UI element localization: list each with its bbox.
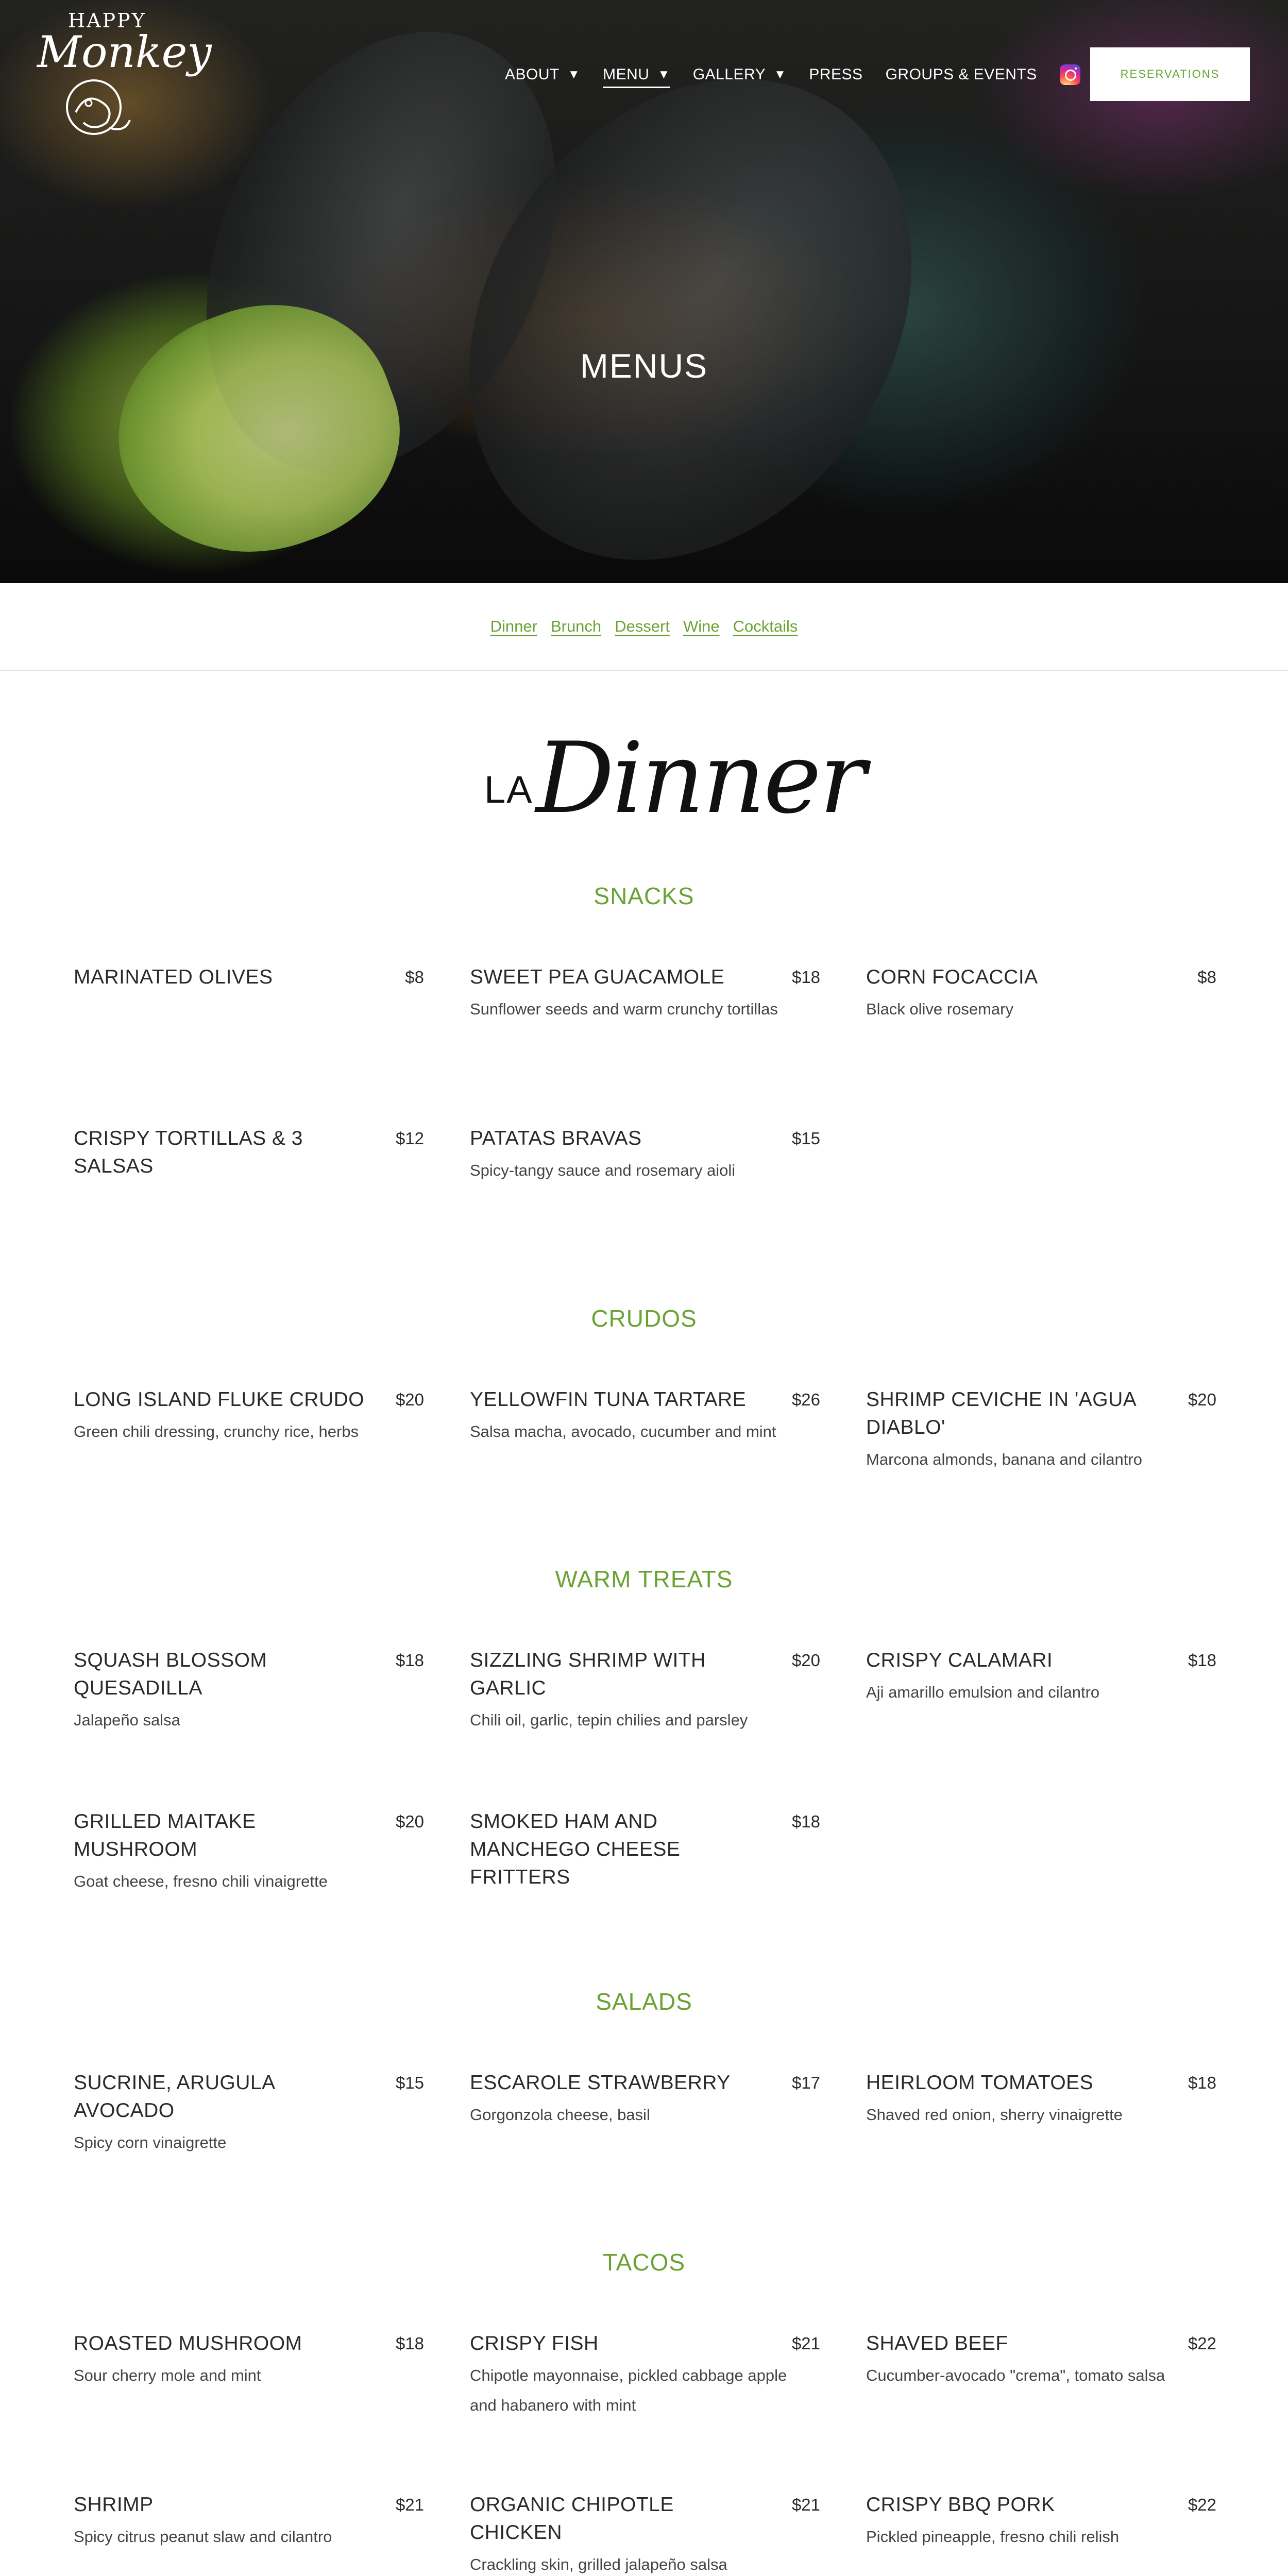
item-name: SHRIMP bbox=[74, 2494, 154, 2516]
page-title: MENUS bbox=[580, 347, 708, 385]
section-title-tacos: TACOS bbox=[602, 2249, 686, 2276]
item-price: $18 bbox=[1188, 1651, 1216, 1670]
item-description: Green chili dressing, crunchy rice, herbs bbox=[74, 1422, 359, 1440]
item-description: Goat cheese, fresno chili vinaigrette bbox=[74, 1872, 328, 1890]
item-price: $18 bbox=[1188, 2073, 1216, 2092]
menu-item bbox=[866, 1386, 1216, 1475]
item-name: YELLOWFIN TUNA TARTARE bbox=[470, 1388, 747, 1411]
menu-item bbox=[74, 1386, 424, 1447]
instagram-icon[interactable] bbox=[1060, 64, 1080, 85]
item-price: $20 bbox=[791, 1651, 820, 1670]
item-description: Pickled pineapple, fresno chili relish bbox=[866, 2528, 1120, 2546]
nav-menu-label: MENU bbox=[603, 66, 650, 83]
nav-groups-events[interactable] bbox=[886, 66, 1037, 83]
section-title-salads: SALADS bbox=[596, 1988, 692, 2015]
item-name: SMOKED HAM AND MANCHEGO CHEESE FRITTERS bbox=[470, 1810, 681, 1888]
item-price: $22 bbox=[1188, 2334, 1216, 2353]
item-name: SHRIMP CEVICHE IN 'AGUA DIABLO' bbox=[866, 1388, 1136, 1438]
menu-item bbox=[74, 2491, 424, 2552]
menu-item bbox=[470, 1386, 820, 1447]
item-description: Chili oil, garlic, tepin chilies and parsley bbox=[470, 1711, 748, 1729]
item-description: Jalapeño salsa bbox=[74, 1711, 180, 1729]
menu-item bbox=[470, 1647, 820, 1735]
item-price: $26 bbox=[791, 1390, 820, 1409]
item-name: MARINATED OLIVES bbox=[74, 966, 273, 988]
item-name: SUCRINE, ARUGULA AVOCADO bbox=[74, 2072, 275, 2122]
item-price: $20 bbox=[395, 1390, 424, 1409]
nav-gallery[interactable] bbox=[693, 66, 787, 83]
menu-item bbox=[866, 2491, 1216, 2552]
chevron-down-icon: ▼ bbox=[567, 67, 581, 81]
item-description: Marcona almonds, banana and cilantro bbox=[866, 1450, 1142, 1468]
menu-heading-script: Dinner bbox=[536, 721, 865, 835]
item-price: $12 bbox=[395, 1129, 424, 1148]
item-description: Cucumber-avocado "crema", tomato salsa bbox=[866, 2366, 1165, 2384]
item-price: $22 bbox=[1188, 2495, 1216, 2514]
item-name: CRISPY CALAMARI bbox=[866, 1649, 1053, 1671]
menu-item bbox=[866, 2330, 1216, 2391]
item-name: LONG ISLAND FLUKE CRUDO bbox=[74, 1388, 365, 1411]
logo[interactable] bbox=[37, 9, 212, 138]
menu-item bbox=[470, 1808, 820, 1891]
item-description: Gorgonzola cheese, basil bbox=[470, 2106, 650, 2124]
item-description: Crackling skin, grilled jalapeño salsa bbox=[470, 2555, 727, 2573]
menu-item bbox=[74, 963, 424, 991]
item-name: GRILLED MAITAKE MUSHROOM bbox=[74, 1810, 256, 1860]
menu-heading bbox=[484, 721, 865, 835]
item-price: $18 bbox=[791, 1812, 820, 1831]
menu-heading-prefix: LA bbox=[484, 768, 533, 811]
item-name: ESCAROLE STRAWBERRY bbox=[470, 2072, 731, 2094]
menu-item bbox=[470, 1125, 820, 1185]
item-description: Sour cherry mole and mint bbox=[74, 2366, 261, 2384]
nav-press[interactable] bbox=[809, 66, 862, 83]
item-price: $8 bbox=[1197, 968, 1216, 987]
item-name: HEIRLOOM TOMATOES bbox=[866, 2072, 1094, 2094]
item-name: SIZZLING SHRIMP WITH GARLIC bbox=[470, 1649, 706, 1699]
item-price: $17 bbox=[791, 2073, 820, 2092]
item-name: SWEET PEA GUACAMOLE bbox=[470, 966, 725, 988]
chevron-down-icon: ▼ bbox=[774, 67, 787, 81]
item-price: $21 bbox=[791, 2334, 820, 2353]
item-name: CRISPY BBQ PORK bbox=[866, 2494, 1055, 2516]
nav-press-label: PRESS bbox=[809, 66, 863, 83]
item-price: $18 bbox=[395, 2334, 424, 2353]
nav-about-label: ABOUT bbox=[505, 66, 560, 83]
item-description: Shaved red onion, sherry vinaigrette bbox=[866, 2106, 1123, 2124]
subnav-wine[interactable]: Wine bbox=[683, 617, 720, 635]
item-name: SHAVED BEEF bbox=[866, 2332, 1008, 2354]
item-price: $15 bbox=[395, 2073, 424, 2092]
item-name: CRISPY TORTILLAS & 3 SALSAS bbox=[74, 1127, 303, 1177]
item-price: $15 bbox=[791, 1129, 820, 1148]
item-name: ROASTED MUSHROOM bbox=[74, 2332, 302, 2354]
item-price: $20 bbox=[1188, 1390, 1216, 1409]
item-name: CRISPY FISH bbox=[470, 2332, 599, 2354]
item-description: Aji amarillo emulsion and cilantro bbox=[866, 1683, 1100, 1701]
menu-item bbox=[470, 2069, 820, 2130]
menu-item bbox=[74, 2330, 424, 2391]
item-description: Spicy corn vinaigrette bbox=[74, 2133, 227, 2151]
item-price: $21 bbox=[791, 2495, 820, 2514]
reservations-button[interactable]: RESERVATIONS bbox=[1090, 47, 1250, 101]
item-description: Salsa macha, avocado, cucumber and mint bbox=[470, 1422, 776, 1440]
item-description: Sunflower seeds and warm crunchy tortillas bbox=[470, 1000, 778, 1018]
menu-item bbox=[866, 1647, 1216, 1707]
menu-item bbox=[470, 2491, 820, 2576]
menu-item bbox=[470, 2330, 820, 2420]
item-description: Spicy-tangy sauce and rosemary aioli bbox=[470, 1161, 736, 1179]
section-title-snacks: SNACKS bbox=[594, 883, 694, 909]
item-name: SQUASH BLOSSOM QUESADILLA bbox=[74, 1649, 267, 1699]
section-title-crudos: CRUDOS bbox=[591, 1305, 697, 1332]
menu-item bbox=[74, 1808, 424, 1896]
main-nav bbox=[505, 62, 1106, 88]
subnav-dessert[interactable]: Dessert bbox=[615, 617, 670, 635]
menu-subnav bbox=[0, 583, 1288, 671]
section-title-warm-treats: WARM TREATS bbox=[555, 1566, 733, 1592]
item-description: Black olive rosemary bbox=[866, 1000, 1013, 1018]
menu-item bbox=[866, 963, 1216, 1024]
menu-item bbox=[866, 2069, 1216, 2130]
item-name: PATATAS BRAVAS bbox=[470, 1127, 642, 1149]
item-price: $18 bbox=[791, 968, 820, 987]
logo-top-text: HAPPY bbox=[68, 9, 146, 32]
hero-banner bbox=[0, 0, 1288, 583]
item-price: $8 bbox=[405, 968, 424, 987]
subnav-dinner[interactable]: Dinner bbox=[490, 617, 537, 635]
item-name: CORN FOCACCIA bbox=[866, 966, 1038, 988]
nav-menu[interactable] bbox=[603, 66, 670, 88]
nav-gallery-label: GALLERY bbox=[692, 66, 766, 83]
nav-groups-events-label: GROUPS & EVENTS bbox=[885, 66, 1037, 83]
subnav-brunch[interactable]: Brunch bbox=[550, 617, 602, 635]
monkey-icon bbox=[58, 71, 135, 138]
item-price: $18 bbox=[395, 1651, 424, 1670]
menu-item bbox=[74, 1647, 424, 1735]
nav-about[interactable] bbox=[505, 66, 580, 83]
item-description: Spicy citrus peanut slaw and cilantro bbox=[74, 2528, 332, 2546]
item-price: $21 bbox=[395, 2495, 424, 2514]
chevron-down-icon: ▼ bbox=[657, 67, 670, 81]
menu-item bbox=[470, 963, 820, 1024]
subnav-cocktails[interactable]: Cocktails bbox=[733, 617, 798, 635]
item-price: $20 bbox=[395, 1812, 424, 1831]
menu-item bbox=[74, 1125, 424, 1180]
menu-item bbox=[74, 2069, 424, 2158]
item-description: Chipotle mayonnaise, pickled cabbage apple and habanero with mint bbox=[470, 2366, 787, 2414]
item-name: ORGANIC CHIPOTLE CHICKEN bbox=[470, 2494, 674, 2544]
logo-main-text: Monkey bbox=[37, 27, 212, 77]
